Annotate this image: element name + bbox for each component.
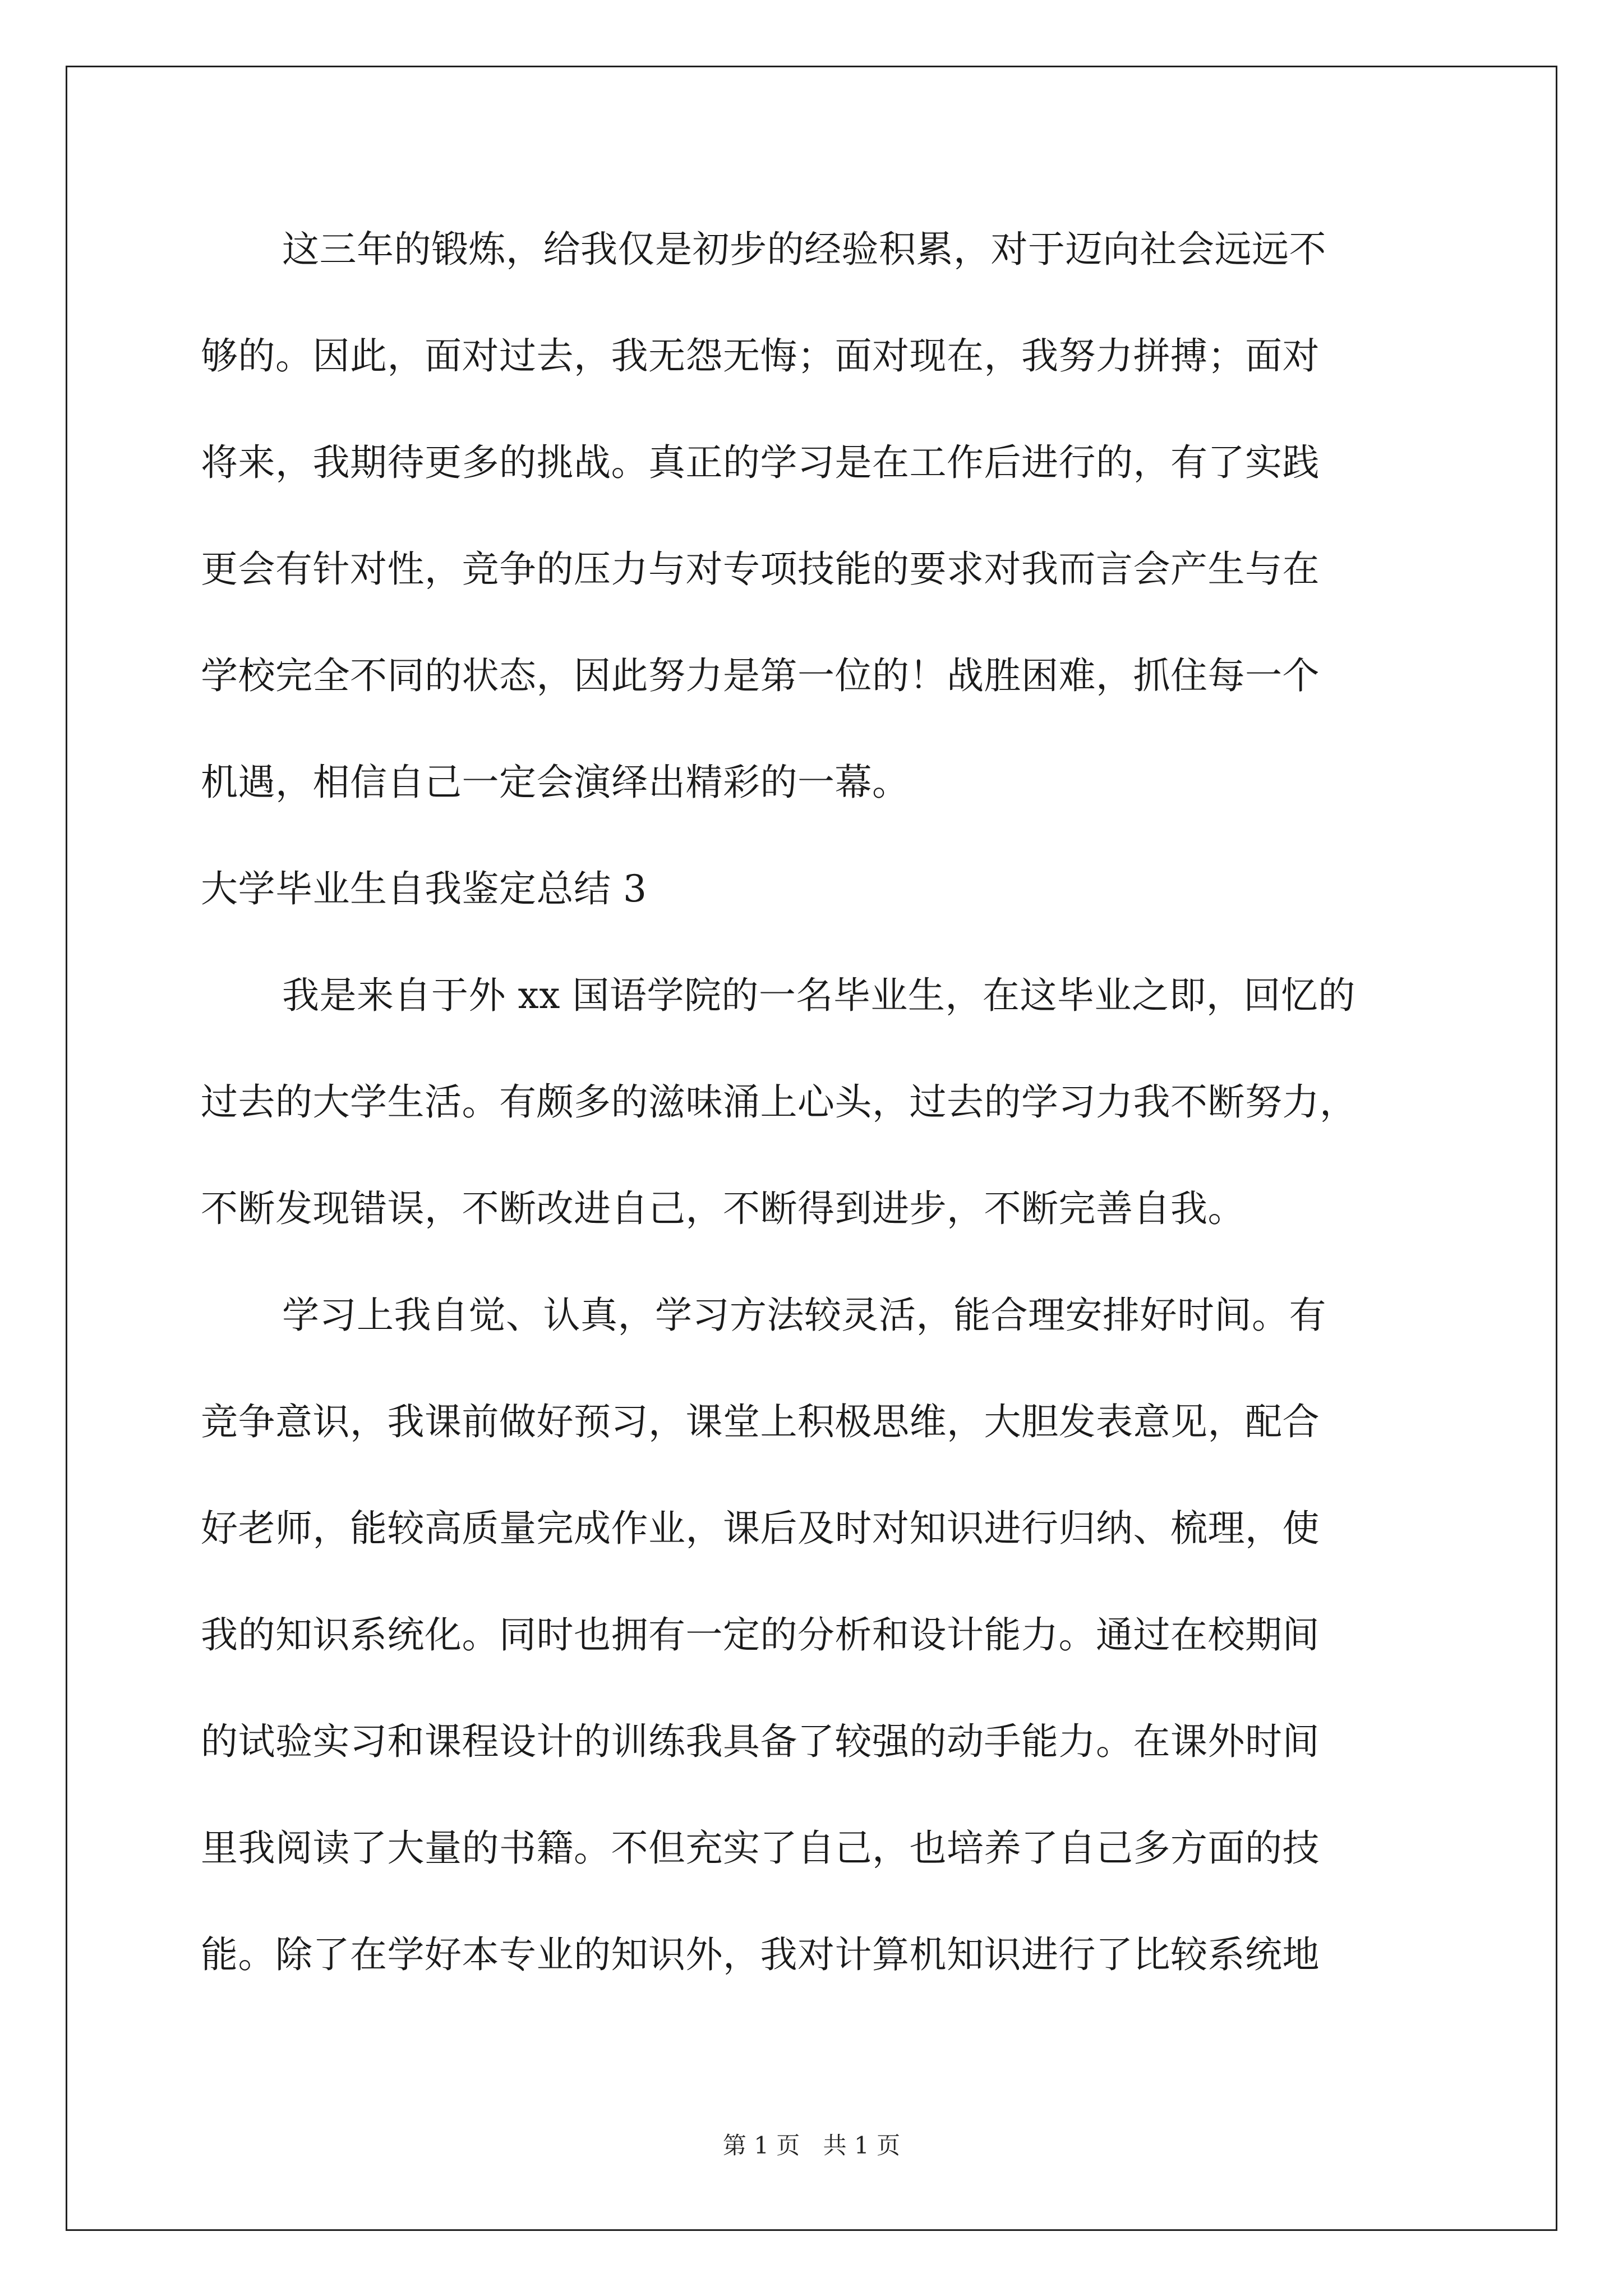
paragraph-line: 学校完全不同的状态，因此努力是第一位的！战胜困难，抓住每一个 [201,654,1320,697]
section-heading: 大学毕业生自我鉴定总结 3 [201,867,647,910]
paragraph-line: 竞争意识，我课前做好预习，课堂上积极思维，大胆发表意见，配合 [201,1400,1320,1443]
paragraph-line: 机遇，相信自己一定会演绎出精彩的一幕。 [201,761,910,804]
page-footer [0,2132,1623,2160]
paragraph-line: 能。除了在学好本专业的知识外，我对计算机知识进行了比较系统地 [201,1933,1320,1976]
paragraph-line: 里我阅读了大量的书籍。不但充实了自己，也培养了自己多方面的技 [201,1826,1320,1870]
paragraph-line: 这三年的锻炼，给我仅是初步的经验积累，对于迈向社会远远不 [282,228,1326,271]
paragraph-line: 不断发现错误，不断改进自己，不断得到进步，不断完善自我。 [201,1187,1245,1230]
page-border [66,66,1557,2231]
paragraph-line: 的试验实习和课程设计的训练我具备了较强的动手能力。在课外时间 [201,1720,1320,1763]
page-number: 第 1 页 [722,2132,800,2159]
paragraph-line: 过去的大学生活。有颇多的滋味涌上心头，过去的学习力我不断努力， [201,1080,1357,1124]
paragraph-line: 学习上我自觉、认真，学习方法较灵活，能合理安排好时间。有 [282,1294,1326,1337]
page-total: 共 1 页 [823,2132,901,2159]
paragraph-line: 更会有针对性，竞争的压力与对专项技能的要求对我而言会产生与在 [201,547,1320,591]
paragraph-line: 好老师，能较高质量完成作业，课后及时对知识进行归纳、梳理，使 [201,1507,1320,1550]
paragraph-line: 我是来自于外 xx 国语学院的一名毕业生，在这毕业之即，回忆的 [282,974,1355,1017]
paragraph-line: 我的知识系统化。同时也拥有一定的分析和设计能力。通过在校期间 [201,1613,1320,1657]
paragraph-line: 够的。因此，面对过去，我无怨无悔；面对现在，我努力拼搏；面对 [201,334,1320,378]
paragraph-line: 将来，我期待更多的挑战。真正的学习是在工作后进行的，有了实践 [201,441,1320,484]
